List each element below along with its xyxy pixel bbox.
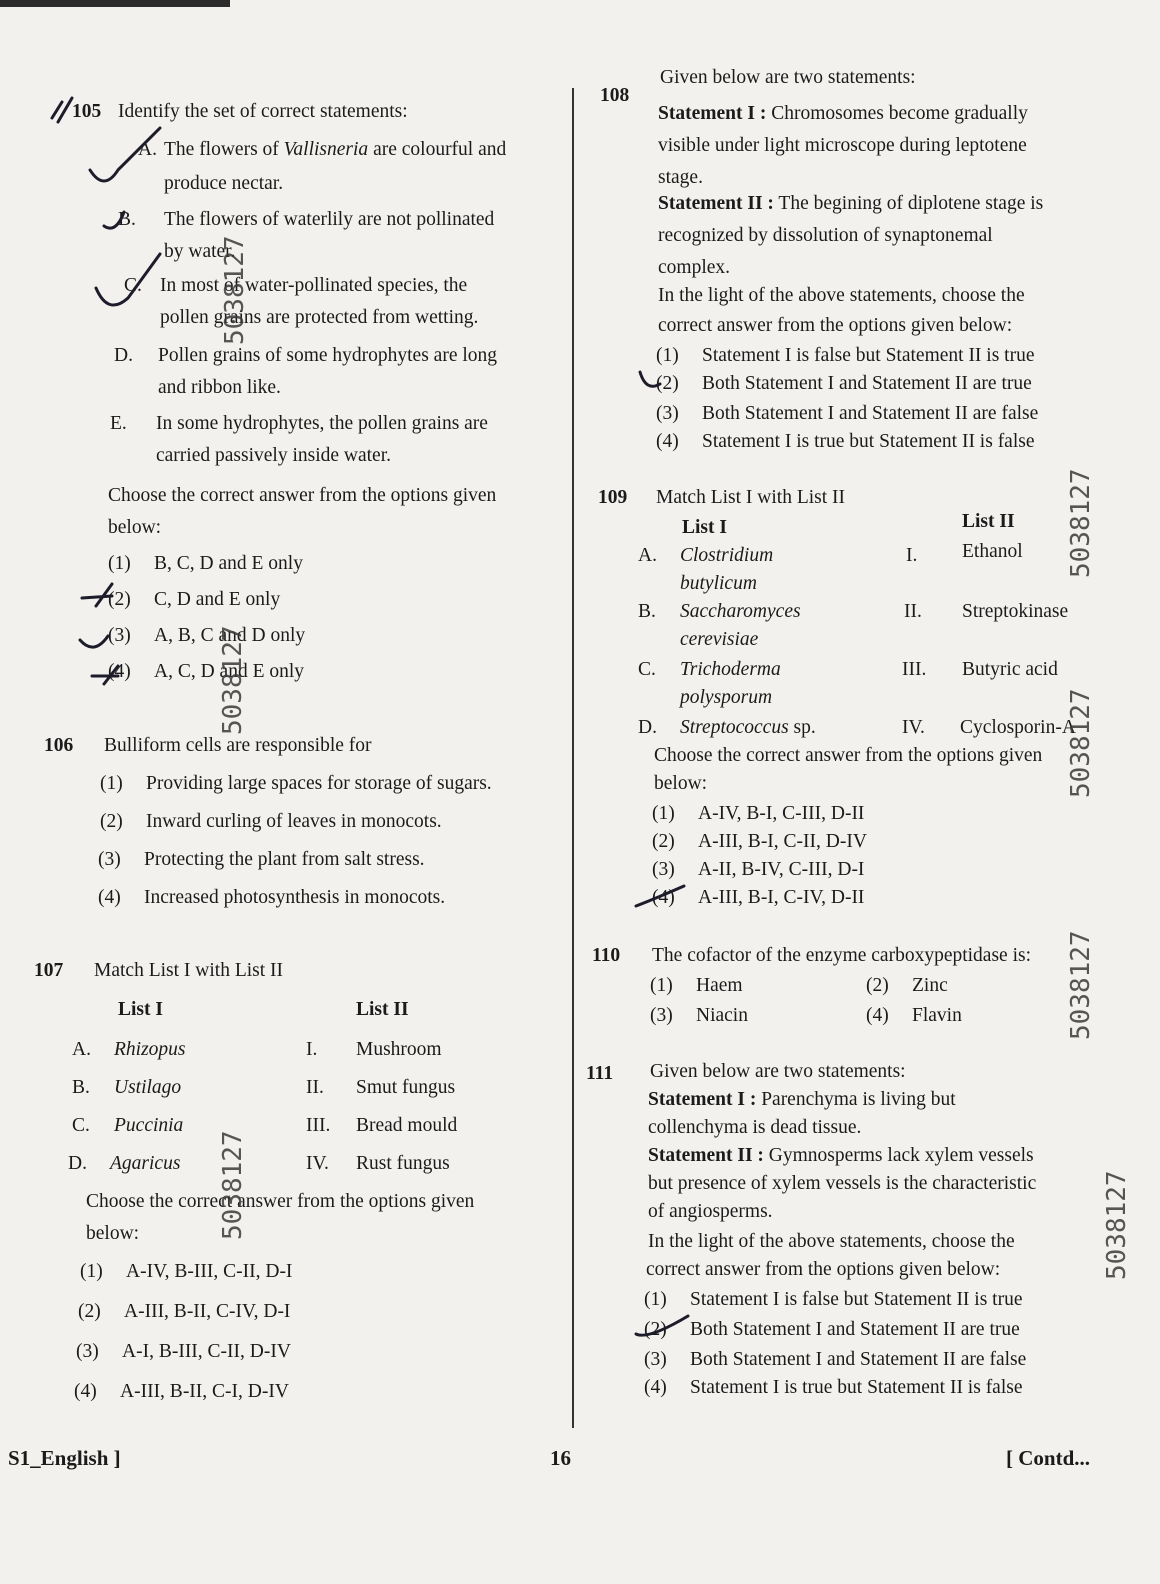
statement-b-line2: by water. [164,241,236,262]
cross-mark-icon [92,666,118,684]
option-3[interactable]: (3) A-II, B-IV, C-III, D-I [652,859,865,880]
list2-item: Mushroom [356,1039,442,1060]
list2-item: Streptokinase [962,601,1069,622]
watermark: 5038127 [1102,1170,1132,1280]
statement-1-line1: Statement I : Parenchyma is living but [648,1089,956,1110]
watermark: 5038127 [220,235,250,345]
watermark: 5038127 [1066,468,1096,578]
statement-e-line1: In some hydrophytes, the pollen grains are [156,413,488,434]
list2-item: Bread mould [356,1115,458,1136]
tick-mark-icon [52,98,72,122]
statement-1-line3: stage. [658,167,703,188]
statement-d-line2: and ribbon like. [158,377,281,398]
question-number: 111 [586,1063,614,1084]
tick-mark-icon [636,886,684,906]
roman: I. [306,1039,318,1060]
statement-letter: C. [124,275,142,296]
option-3[interactable]: (3) A-I, B-III, C-II, D-IV [76,1341,291,1362]
roman: II. [904,601,922,622]
statement-2-line3: complex. [658,257,731,278]
statement-2-line1: Statement II : Gymnosperms lack xylem vessels [648,1145,1034,1166]
page-number: 16 [550,1446,571,1470]
statement-letter: A. [138,139,157,160]
tick-mark-icon [640,372,660,386]
list2-item: Butyric acid [962,659,1058,680]
list2-item: Rust fungus [356,1153,450,1174]
option-2[interactable]: (2) A-III, B-I, C-II, D-IV [652,831,867,852]
instruction-line2: below: [108,517,162,538]
option-1[interactable]: (1) Providing large spaces for storage of sugars. [100,773,492,794]
roman: II. [306,1077,324,1098]
option-4[interactable]: (4) A-III, B-II, C-I, D-IV [74,1381,289,1402]
footer-right: [ Contd... [1006,1446,1091,1470]
match-row-d: D. Streptococcus sp. [638,717,816,738]
option-1[interactable]: (1) A-IV, B-I, C-III, D-II [652,803,865,824]
list1-item-cont: butylicum [680,573,757,594]
watermark: 5038127 [218,625,248,735]
option-3[interactable]: (3) Niacin [650,1005,748,1026]
option-1[interactable]: (1) Haem [650,975,743,996]
statement-c-line2: pollen grains are protected from wetting. [160,307,479,328]
match-row-b: B. Ustilago [72,1077,182,1098]
option-4[interactable]: (4) Flavin [866,1005,962,1026]
tick-mark-icon [104,212,124,228]
statement-2-line3: of angiosperms. [648,1201,773,1222]
cross-mark-icon [82,584,112,606]
question-number: 108 [600,85,630,106]
statement-1-line2: visible under light microscope during leptotene [658,135,1027,156]
watermark: 5038127 [218,1130,248,1240]
question-number: 106 [44,735,74,756]
option-2[interactable]: (2) C, D and E only [108,589,281,610]
question-prompt: Match List I with List II [94,960,284,981]
option-4[interactable]: (4) A-III, B-I, C-IV, D-II [652,887,865,908]
instruction-line2: below: [86,1223,140,1244]
watermark: 5038127 [1066,688,1096,798]
roman: IV. [306,1153,329,1174]
list2-item: Cyclosporin-A [960,717,1076,738]
tick-mark-icon [96,254,160,305]
instruction-line1: In the light of the above statements, choose the [658,285,1025,306]
option-3[interactable]: (3) A, B, C and D only [108,625,306,646]
roman: III. [902,659,927,680]
list2-heading: List II [356,999,409,1020]
watermark: 5038127 [1066,930,1096,1040]
statement-2-line2: recognized by dissolution of synaptonemal [658,225,993,246]
instruction-line2: correct answer from the options given below: [658,315,1013,336]
option-1[interactable]: (1) B, C, D and E only [108,553,303,574]
option-2[interactable]: (2) Zinc [866,975,948,996]
statement-1-line1: Statement I : Chromosomes become gradually [658,103,1028,124]
option-2[interactable]: (2) Inward curling of leaves in monocots. [100,811,442,832]
question-prompt: Bulliform cells are responsible for [104,735,372,756]
option-3[interactable]: (3) Protecting the plant from salt stress. [98,849,425,870]
option-2[interactable]: (2) Both Statement I and Statement II are true [656,373,1032,394]
match-row-a: A. Rhizopus [72,1039,186,1060]
tick-mark-icon [90,128,160,181]
instruction-line2: below: [654,773,708,794]
list1-item-cont: polysporum [680,687,773,708]
statement-c-line1: In most of water-pollinated species, the [160,275,468,296]
option-2[interactable]: (2) Both Statement I and Statement II are true [644,1319,1020,1340]
tick-mark-icon [80,636,108,647]
option-4[interactable]: (4) Statement I is true but Statement II is false [644,1377,1023,1398]
list2-item: Ethanol [962,541,1023,562]
roman: III. [306,1115,331,1136]
match-row-d: D. Agaricus [68,1153,181,1174]
instruction-line1: Choose the correct answer from the options given [86,1191,475,1212]
statement-d-line1: Pollen grains of some hydrophytes are long [158,345,498,366]
roman: IV. [902,717,925,738]
tick-mark-icon [636,1316,688,1335]
statement-letter: B. [118,209,136,230]
instruction-line2: correct answer from the options given below: [646,1259,1001,1280]
question-number: 107 [34,960,64,981]
question-number: 105 [72,101,102,122]
statement-letter: D. [114,345,133,366]
list1-heading: List I [682,517,727,538]
question-prompt: Identify the set of correct statements: [118,101,408,122]
match-row-c: C. Puccinia [72,1115,184,1136]
instruction-line1: In the light of the above statements, choose the [648,1231,1015,1252]
statement-letter: E. [110,413,127,434]
instruction-line1: Choose the correct answer from the options given [654,745,1043,766]
question-number: 110 [592,945,621,966]
roman: I. [906,545,918,566]
statement-1-line2: collenchyma is dead tissue. [648,1117,862,1138]
statement-e-line2: carried passively inside water. [156,445,391,466]
statement-b-line1: The flowers of waterlily are not pollinated [164,209,495,230]
footer-left: S1_English ] [8,1446,121,1470]
match-row-a: A. Clostridium [638,545,774,566]
instruction-line1: Choose the correct answer from the options given [108,485,497,506]
option-3[interactable]: (3) Both Statement I and Statement II are false [644,1349,1027,1370]
list2-item: Smut fungus [356,1077,456,1098]
option-4[interactable]: (4) Increased photosynthesis in monocots. [98,887,446,908]
question-prompt: Match List I with List II [656,487,846,508]
match-row-c: C. Trichoderma [638,659,781,680]
list2-heading: List II [962,511,1015,532]
question-prompt: The cofactor of the enzyme carboxypeptidase is: [652,945,1032,966]
option-4[interactable]: (4) A, C, D and E only [108,661,305,682]
list1-item-cont: cerevisiae [680,629,759,650]
option-1[interactable]: (1) Statement I is false but Statement II is true [656,345,1035,366]
list1-heading: List I [118,999,163,1020]
statement-2-line2: but presence of xylem vessels is the characteristic [648,1173,1037,1194]
option-2[interactable]: (2) A-III, B-II, C-IV, D-I [78,1301,291,1322]
option-1[interactable]: (1) A-IV, B-III, C-II, D-I [80,1261,293,1282]
statement-a-line1: The flowers of Vallisneria are colourful and [164,139,507,160]
option-1[interactable]: (1) Statement I is false but Statement II is true [644,1289,1023,1310]
statement-a-line2: produce nectar. [164,173,284,194]
statement-2-line1: Statement II : The begining of diplotene stage is [658,193,1044,214]
question-intro: Given below are two statements: [650,1061,906,1082]
question-number: 109 [598,487,628,508]
option-4[interactable]: (4) Statement I is true but Statement II is false [656,431,1035,452]
question-intro: Given below are two statements: [660,67,916,88]
match-row-b: B. Saccharomyces [638,601,801,622]
option-3[interactable]: (3) Both Statement I and Statement II are false [656,403,1039,424]
